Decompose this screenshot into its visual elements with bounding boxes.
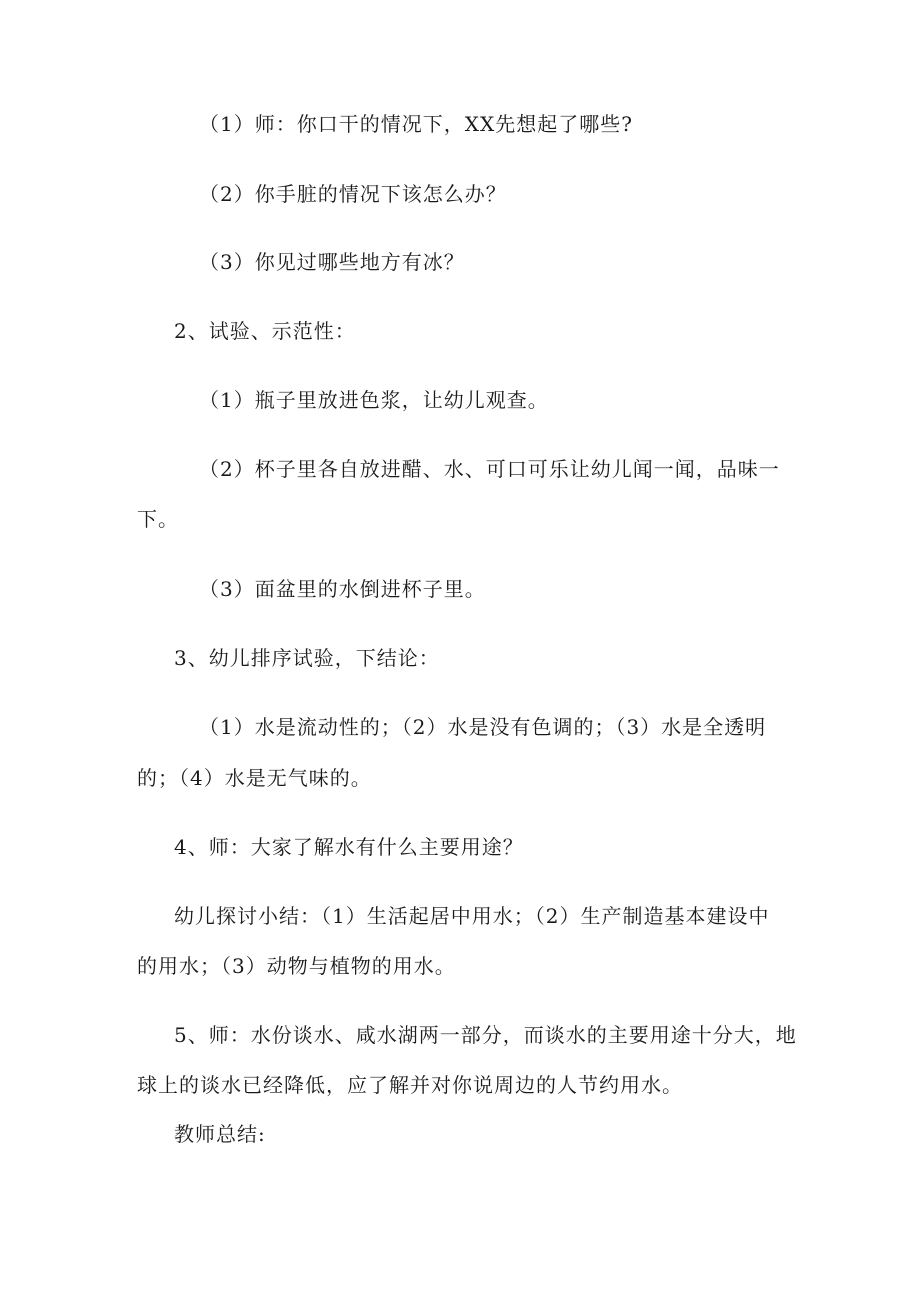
section-3-heading: 3、幼儿排序试验，下结论： [174,646,440,670]
teacher-summary-heading: 教师总结: [174,1122,266,1146]
section-5-continued: 球上的谈水已经降低，应了解并对你说周边的人节约用水。 [137,1073,683,1097]
question-2-line: （2）你手脏的情况下该怎么办？ [199,182,507,206]
discussion-continued: 的用水；（3）动物与植物的用水。 [137,954,456,978]
discussion-summary: 幼儿探讨小结：（1）生活起居中用水；（2）生产制造基本建设中 [174,904,770,928]
section-2-heading: 2、试验、示范性： [174,319,356,343]
question-1-line: （1）师：你口干的情况下，XX先想起了哪些? [199,112,633,136]
experiment-3-line: （3）面盆里的水倒进杯子里。 [199,577,486,601]
experiment-2-line: （2）杯子里各自放进醋、水、可口可乐让幼儿闻一闻，品味一 [199,457,780,481]
section-5-paragraph: 5、师：水份谈水、咸水湖两一部分，而谈水的主要用途十分大，地 [174,1023,797,1047]
section-4-heading: 4、师：大家了解水有什么主要用途？ [174,835,524,859]
experiment-1-line: （1）瓶子里放进色浆，让幼儿观查。 [199,388,549,412]
experiment-2-continued: 下。 [137,507,179,531]
conclusions-line: （1）水是流动性的；（2）水是没有色调的；（3）水是全透明 [199,715,767,739]
conclusions-continued: 的；（4）水是无气味的。 [137,766,372,790]
question-3-line: （3）你见过哪些地方有冰？ [199,250,465,274]
